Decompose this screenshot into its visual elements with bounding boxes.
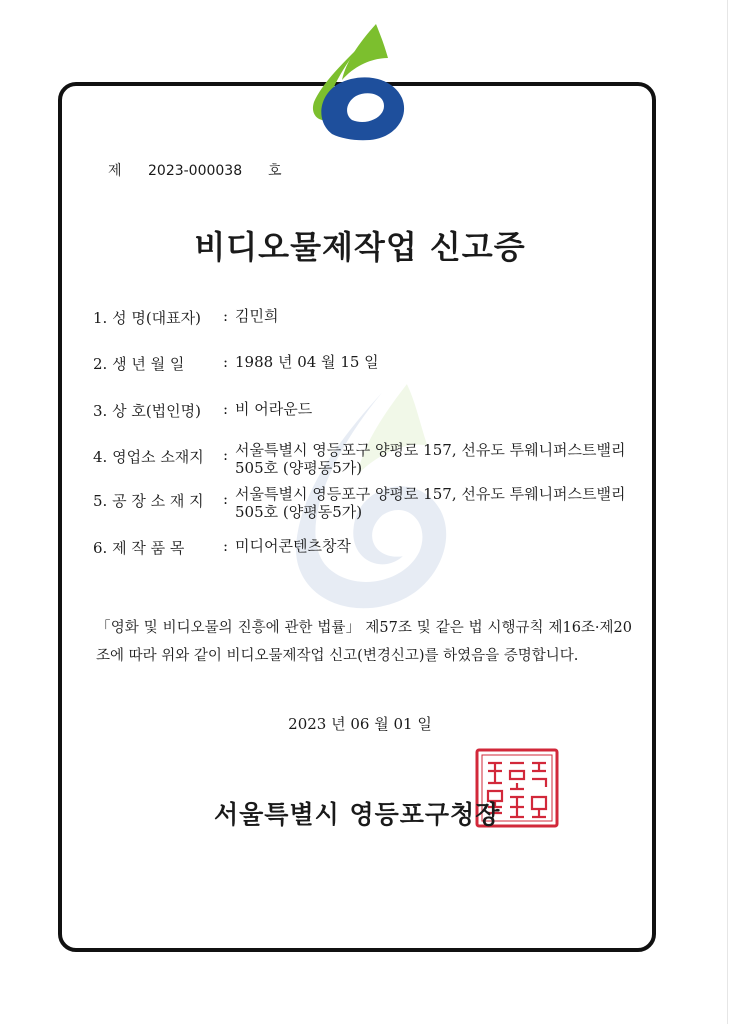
field-colon: : bbox=[223, 537, 229, 555]
page-edge-line bbox=[727, 0, 728, 1024]
field-value: 1988 년 04 월 15 일 bbox=[235, 353, 379, 371]
registration-prefix: 제 bbox=[108, 163, 122, 179]
field-colon: : bbox=[223, 353, 229, 371]
registration-number: 2023-000038 bbox=[148, 163, 243, 179]
field-representative bbox=[93, 307, 635, 328]
registration-suffix: 호 bbox=[268, 163, 282, 179]
field-label: 2. 생 년 월 일 bbox=[93, 355, 185, 373]
registration-number-line bbox=[108, 160, 282, 180]
field-colon: : bbox=[223, 307, 229, 325]
field-colon: : bbox=[223, 446, 229, 464]
field-factory-address bbox=[93, 485, 635, 521]
field-value: 서울특별시 영등포구 양평로 157, 선유도 투웨니퍼스트밸리 505호 (양평동5가) bbox=[235, 485, 626, 521]
field-value: 서울특별시 영등포구 양평로 157, 선유도 투웨니퍼스트밸리 505호 (양평동5가) bbox=[235, 441, 626, 477]
field-colon: : bbox=[223, 400, 229, 418]
field-label: 5. 공 장 소 재 지 bbox=[93, 492, 204, 510]
field-colon: : bbox=[223, 490, 229, 508]
certification-statement: 「영화 및 비디오물의 진흥에 관한 법률」 제57조 및 같은 법 시행규칙 제16조·제20조에 따라 위와 같이 비디오물제작업 신고(변경신고)를 하였음을 증명합니다. bbox=[96, 620, 632, 664]
field-label: 4. 영업소 소재지 bbox=[93, 448, 204, 466]
field-label: 1. 성 명(대표자) bbox=[93, 309, 202, 327]
field-value: 비 어라운드 bbox=[235, 400, 313, 418]
field-label: 6. 제 작 품 목 bbox=[93, 539, 185, 557]
field-office-address bbox=[93, 441, 635, 477]
field-production-item bbox=[93, 537, 635, 558]
issue-date: 2023 년 06 월 01 일 bbox=[288, 715, 432, 733]
field-business-name bbox=[93, 400, 635, 421]
issuing-authority: 서울특별시 영등포구청장 bbox=[214, 800, 501, 829]
field-birthdate bbox=[93, 353, 635, 374]
seoul-emblem-icon bbox=[300, 22, 412, 144]
field-value: 김민희 bbox=[235, 307, 279, 325]
certificate-title: 비디오물제작업 신고증 bbox=[194, 228, 526, 266]
field-value: 미디어콘텐츠창작 bbox=[235, 537, 351, 555]
field-label: 3. 상 호(법인명) bbox=[93, 402, 202, 420]
